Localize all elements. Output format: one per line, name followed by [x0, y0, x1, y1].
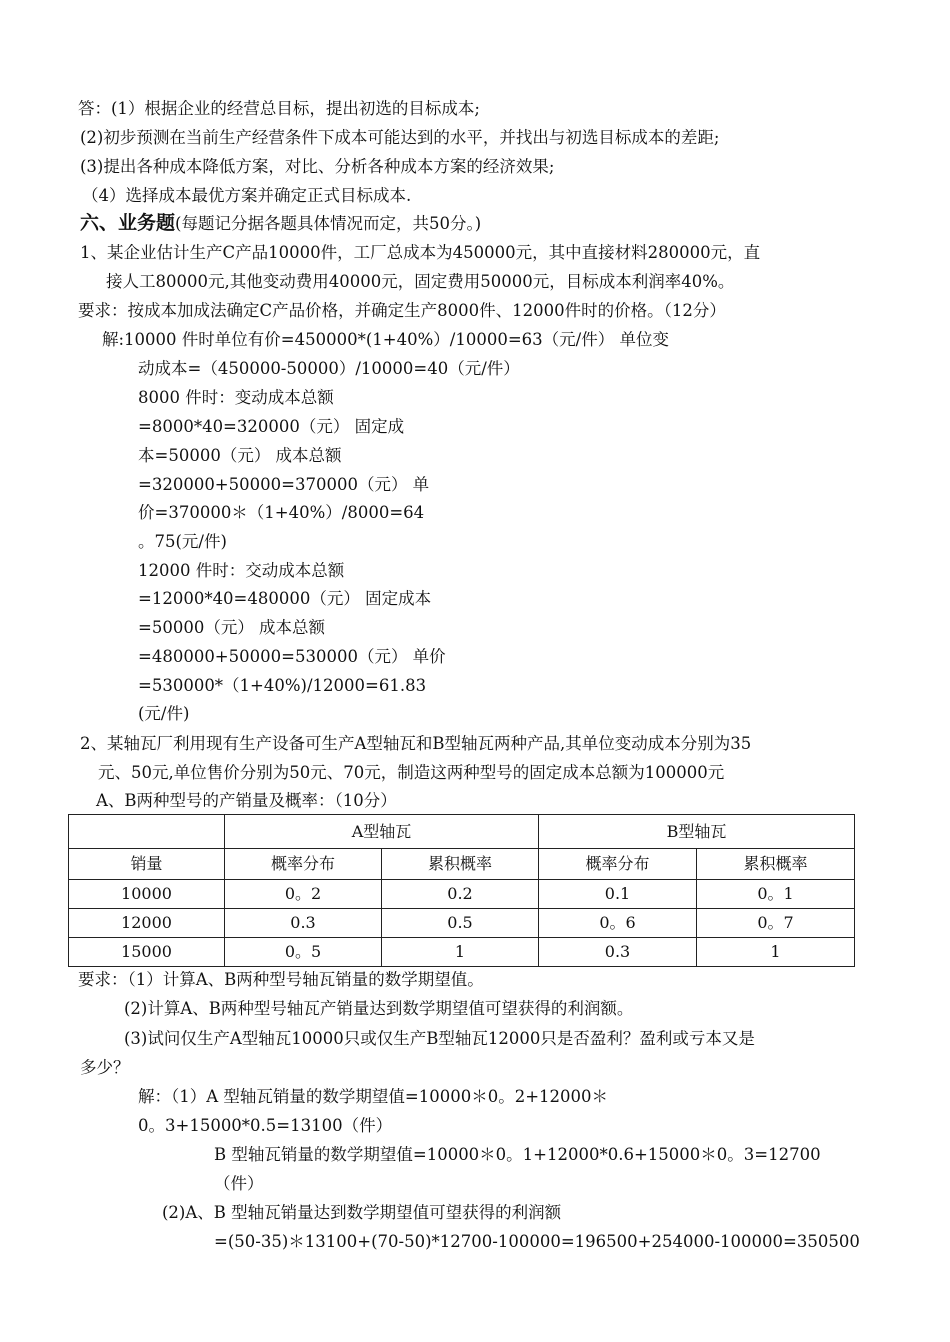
table-header-b-prob: 概率分布	[539, 849, 697, 880]
table-row	[69, 909, 855, 938]
table-cell: 0。2	[225, 880, 382, 909]
table-row	[69, 938, 855, 967]
q2-line-2: 元、50元,单位售价分别为50元、70元，制造这两种型号的固定成本总额为100000元	[98, 763, 725, 782]
q1-solution-5: 本=50000（元） 成本总额	[138, 446, 342, 465]
q2-solution-5: (2)A、B 型轴瓦销量达到数学期望值可望获得的利润额	[162, 1203, 562, 1222]
q2-line-1: 2、某轴瓦厂利用现有生产设备可生产A型轴瓦和B型轴瓦两种产品,其单位变动成本分别为35	[80, 734, 752, 753]
q2-requirement-1: 要求：（1）计算A、B两种型号轴瓦销量的数学期望值。	[78, 970, 484, 989]
table-cell: 15000	[69, 938, 225, 967]
table-row	[69, 880, 855, 909]
q2-solution-1: 解：（1）A 型轴瓦销量的数学期望值=10000＊0。2+12000＊	[138, 1087, 609, 1106]
q1-solution-9: 12000 件时：交动成本总额	[138, 561, 345, 580]
q2-solution-6: =(50-35)＊13100+(70-50)*12700-100000=196500+254000-100000=350500	[214, 1232, 860, 1251]
table-cell: 1	[697, 938, 855, 967]
table-cell: 0.2	[382, 880, 539, 909]
q1-line-2: 接人工80000元,其他变动费用40000元，固定费用50000元，目标成本利润率40%。	[106, 272, 735, 291]
q1-solution-10: =12000*40=480000（元） 固定成本	[138, 589, 432, 608]
table-cell: 10000	[69, 880, 225, 909]
section-heading	[80, 212, 481, 235]
table-cell: 0。6	[539, 909, 697, 938]
table-cell: 0。1	[697, 880, 855, 909]
q1-solution-13: =530000*（1+40%)/12000=61.83	[138, 676, 427, 695]
q2-solution-4: （件）	[214, 1174, 264, 1193]
table-column-header-row	[69, 849, 855, 880]
q1-line-1: 1、某企业估计生产C产品10000件，工厂总成本为450000元，其中直接材料280000元，直	[80, 243, 761, 262]
answer-line-3: (3)提出各种成本降低方案，对比、分析各种成本方案的经济效果;	[80, 157, 555, 176]
q1-solution-8: 。75(元/件)	[138, 532, 227, 551]
table-cell: 12000	[69, 909, 225, 938]
table-group-a: A型轴瓦	[225, 815, 539, 849]
table-header-sales: 销量	[69, 849, 225, 880]
answer-line-2: (2)初步预测在当前生产经营条件下成本可能达到的水平，并找出与初选目标成本的差距;	[80, 128, 720, 147]
q2-line-3: A、B两种型号的产销量及概率：（10分）	[96, 791, 397, 810]
q1-solution-6: =320000+50000=370000（元） 单	[138, 475, 430, 494]
q2-requirement-3: (3)试问仅生产A型轴瓦10000只或仅生产B型轴瓦12000只是否盈利？盈利或亏本又是	[124, 1029, 755, 1048]
table-group-b: B型轴瓦	[539, 815, 855, 849]
answer-line-1: 答：(1）根据企业的经营总目标，提出初选的目标成本;	[78, 99, 480, 118]
q1-solution-4: =8000*40=320000（元） 固定成	[138, 417, 405, 436]
table-header-b-cum: 累积概率	[697, 849, 855, 880]
q1-solution-1: 解:10000 件时单位有价=450000*(1+40%）/10000=63（元/件） 单位变	[102, 330, 669, 349]
section-note: (每题记分据各题具体情况而定，共50分。)	[175, 214, 482, 233]
q1-solution-7: 价=370000＊（1+40%）/8000=64	[138, 503, 425, 522]
q2-requirement-4: 多少？	[80, 1058, 130, 1077]
probability-table	[68, 814, 855, 967]
section-title: 六、业务题	[80, 212, 176, 234]
table-group-header-row	[69, 815, 855, 849]
table-cell: 0.3	[225, 909, 382, 938]
table-corner-cell	[69, 815, 225, 849]
table-cell: 0.1	[539, 880, 697, 909]
q1-solution-3: 8000 件时：变动成本总额	[138, 388, 334, 407]
q2-solution-3: B 型轴瓦销量的数学期望值=10000＊0。1+12000*0.6+15000＊0。3=12700	[214, 1145, 821, 1164]
table-header-a-prob: 概率分布	[225, 849, 382, 880]
table-cell: 0。5	[225, 938, 382, 967]
q2-requirement-2: (2)计算A、B两种型号轴瓦产销量达到数学期望值可望获得的利润额。	[124, 999, 634, 1018]
q2-solution-2: 0。3+15000*0.5=13100（件）	[138, 1116, 393, 1135]
table-cell: 1	[382, 938, 539, 967]
table-cell: 0.5	[382, 909, 539, 938]
answer-line-4: （4）选择成本最优方案并确定正式目标成本.	[82, 186, 412, 205]
q1-line-3: 要求：按成本加成法确定C产品价格，并确定生产8000件、12000件时的价格。（12分）	[78, 301, 726, 320]
table-cell: 0.3	[539, 938, 697, 967]
q1-solution-12: =480000+50000=530000（元） 单价	[138, 647, 446, 666]
q1-solution-11: =50000（元） 成本总额	[138, 618, 326, 637]
q1-solution-14: (元/件)	[138, 704, 190, 723]
table-header-a-cum: 累积概率	[382, 849, 539, 880]
q1-solution-2: 动成本=（450000-50000）/10000=40（元/件）	[138, 359, 520, 378]
table-cell: 0。7	[697, 909, 855, 938]
